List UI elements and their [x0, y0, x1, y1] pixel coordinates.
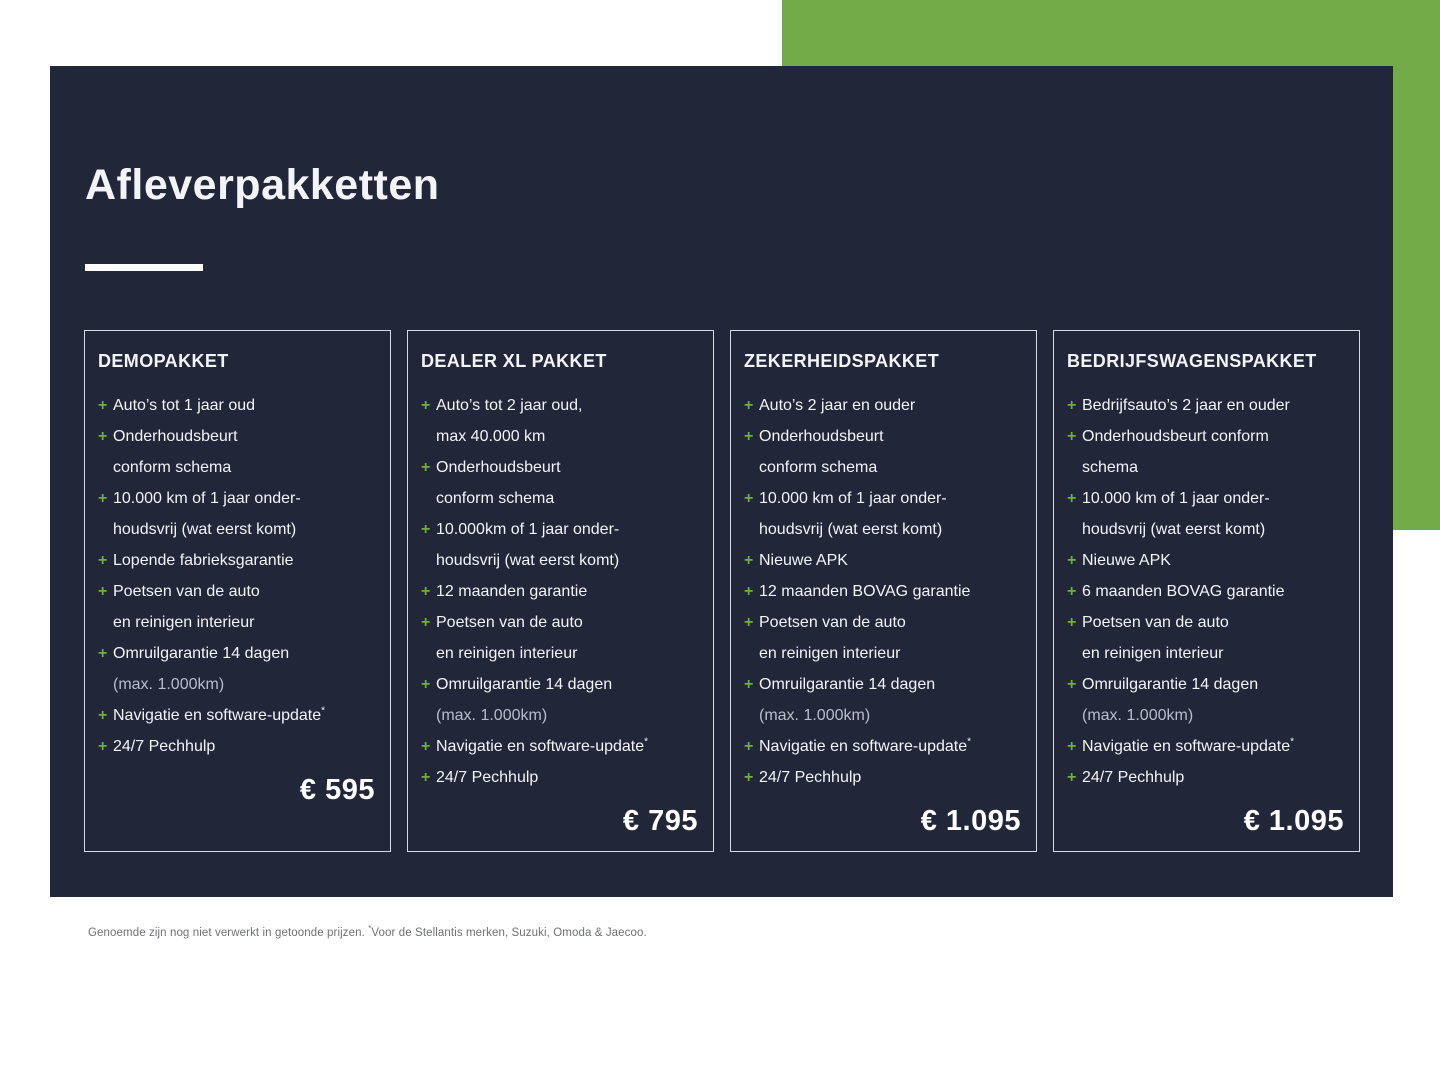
package-title: ZEKERHEIDSPAKKET	[744, 351, 940, 371]
feature-text	[113, 576, 376, 638]
feature-line: 24/7 Pechhulp	[113, 738, 216, 755]
feature-line: Onderhoudsbeurt	[113, 428, 238, 445]
feature-text	[436, 390, 699, 452]
asterisk-marker: *	[967, 736, 972, 748]
feature-text	[436, 514, 699, 576]
feature-item	[421, 390, 699, 452]
footnote-text-2: Voor de Stellantis merken, Suzuki, Omoda & Jaecoo.	[371, 926, 647, 939]
feature-line: 24/7 Pechhulp	[1082, 769, 1185, 786]
plus-icon: +	[1067, 428, 1077, 445]
plus-icon: +	[421, 521, 431, 538]
feature-line: Onderhoudsbeurt	[759, 428, 884, 445]
feature-line: 10.000 km of 1 jaar onder-	[1082, 490, 1270, 507]
plus-icon: +	[421, 583, 431, 600]
package-price: € 595	[299, 774, 375, 806]
feature-text	[759, 576, 1022, 607]
feature-line: en reinigen interieur	[113, 614, 255, 631]
plus-icon: +	[744, 428, 754, 445]
page-title: Afleverpakketten	[85, 161, 440, 209]
package-card	[84, 330, 391, 852]
feature-text	[1082, 545, 1345, 576]
feature-text	[759, 762, 1022, 793]
feature-line: Auto’s 2 jaar en ouder	[759, 397, 916, 414]
plus-icon: +	[1067, 738, 1077, 755]
plus-icon: +	[98, 738, 108, 755]
plus-icon: +	[421, 397, 431, 414]
plus-icon: +	[98, 583, 108, 600]
package-price: € 795	[622, 805, 698, 837]
feature-text	[759, 390, 1022, 421]
feature-line: Auto’s tot 1 jaar oud	[113, 397, 256, 414]
feature-item	[98, 421, 376, 483]
feature-text	[1082, 483, 1345, 545]
package-card	[1053, 330, 1360, 852]
plus-icon: +	[1067, 614, 1077, 631]
plus-icon: +	[421, 769, 431, 786]
feature-item	[98, 638, 376, 700]
feature-item	[744, 390, 1022, 421]
feature-item	[744, 607, 1022, 669]
feature-item	[421, 762, 699, 793]
plus-icon: +	[421, 614, 431, 631]
feature-item	[1067, 545, 1345, 576]
feature-text	[759, 731, 1022, 762]
plus-icon: +	[421, 459, 431, 476]
feature-list	[98, 390, 376, 762]
feature-item	[1067, 390, 1345, 421]
package-card	[407, 330, 714, 852]
feature-item	[744, 669, 1022, 731]
feature-item	[421, 731, 699, 762]
feature-text	[759, 607, 1022, 669]
feature-line: houdsvrij (wat eerst komt)	[759, 521, 943, 538]
feature-line: 6 maanden BOVAG garantie	[1082, 583, 1285, 600]
package-price: € 1.095	[920, 805, 1021, 837]
feature-line: 24/7 Pechhulp	[759, 769, 862, 786]
feature-item	[1067, 483, 1345, 545]
plus-icon: +	[744, 583, 754, 600]
feature-line: Auto’s tot 2 jaar oud,	[436, 397, 583, 414]
feature-text	[1082, 731, 1345, 762]
feature-text	[113, 421, 376, 483]
feature-item	[744, 576, 1022, 607]
content-panel	[50, 66, 1393, 897]
plus-icon: +	[1067, 583, 1077, 600]
feature-item	[98, 483, 376, 545]
feature-line: Bedrijfsauto’s 2 jaar en ouder	[1082, 397, 1290, 414]
plus-icon: +	[744, 614, 754, 631]
feature-text	[436, 452, 699, 514]
feature-item	[421, 514, 699, 576]
feature-line: houdsvrij (wat eerst komt)	[113, 521, 297, 538]
feature-item	[744, 545, 1022, 576]
feature-item	[1067, 421, 1345, 483]
feature-item	[98, 576, 376, 638]
feature-text	[436, 762, 699, 793]
feature-text	[436, 669, 699, 731]
feature-item	[1067, 607, 1345, 669]
feature-line: houdsvrij (wat eerst komt)	[436, 552, 620, 569]
feature-item	[744, 731, 1022, 762]
plus-icon: +	[1067, 676, 1077, 693]
feature-item	[1067, 731, 1345, 762]
feature-line: schema	[1082, 459, 1139, 476]
plus-icon: +	[744, 769, 754, 786]
feature-text	[1082, 421, 1345, 483]
feature-item	[421, 669, 699, 731]
feature-item	[421, 576, 699, 607]
feature-line: Nieuwe APK	[759, 552, 848, 569]
plus-icon: +	[1067, 769, 1077, 786]
feature-text	[759, 545, 1022, 576]
feature-list	[1067, 390, 1345, 793]
package-title: DEMOPAKKET	[98, 351, 229, 371]
feature-line: conform schema	[759, 459, 878, 476]
feature-text	[759, 669, 1022, 731]
feature-item	[98, 390, 376, 421]
feature-item	[744, 483, 1022, 545]
plus-icon: +	[98, 645, 108, 662]
feature-line: Navigatie en software-update*	[436, 736, 649, 755]
feature-line: 24/7 Pechhulp	[436, 769, 539, 786]
footnote-asterisk: *	[368, 924, 372, 933]
feature-text	[436, 607, 699, 669]
feature-line: Poetsen van de auto	[1082, 614, 1229, 631]
feature-line: 10.000km of 1 jaar onder-	[436, 521, 620, 538]
feature-text	[113, 731, 376, 762]
plus-icon: +	[744, 397, 754, 414]
feature-item	[1067, 669, 1345, 731]
plus-icon: +	[1067, 397, 1077, 414]
feature-line: Navigatie en software-update*	[759, 736, 972, 755]
feature-line: (max. 1.000km)	[436, 707, 548, 724]
asterisk-marker: *	[644, 736, 649, 748]
feature-line: en reinigen interieur	[759, 645, 901, 662]
plus-icon: +	[98, 707, 108, 724]
plus-icon: +	[421, 738, 431, 755]
asterisk-marker: *	[321, 705, 326, 717]
feature-line: Onderhoudsbeurt	[436, 459, 561, 476]
feature-item	[1067, 576, 1345, 607]
plus-icon: +	[744, 490, 754, 507]
feature-line: en reinigen interieur	[436, 645, 578, 662]
plus-icon: +	[98, 552, 108, 569]
feature-line: (max. 1.000km)	[759, 707, 871, 724]
feature-line: houdsvrij (wat eerst komt)	[1082, 521, 1266, 538]
feature-text	[113, 638, 376, 700]
package-price: € 1.095	[1243, 805, 1344, 837]
plus-icon: +	[744, 552, 754, 569]
feature-line: Poetsen van de auto	[759, 614, 906, 631]
plus-icon: +	[744, 738, 754, 755]
plus-icon: +	[421, 676, 431, 693]
feature-text	[1082, 607, 1345, 669]
feature-item	[98, 545, 376, 576]
plus-icon: +	[98, 490, 108, 507]
feature-text	[113, 545, 376, 576]
plus-icon: +	[1067, 490, 1077, 507]
feature-text	[113, 390, 376, 421]
feature-text	[436, 731, 699, 762]
plus-icon: +	[744, 676, 754, 693]
feature-line: Poetsen van de auto	[436, 614, 583, 631]
feature-item	[1067, 762, 1345, 793]
feature-text	[759, 421, 1022, 483]
feature-line: 10.000 km of 1 jaar onder-	[113, 490, 301, 507]
feature-text	[1082, 669, 1345, 731]
packages-row	[84, 330, 1360, 852]
feature-line: max 40.000 km	[436, 428, 546, 445]
feature-list	[744, 390, 1022, 793]
feature-line: Omruilgarantie 14 dagen	[1082, 676, 1259, 693]
feature-text	[436, 576, 699, 607]
feature-line: 10.000 km of 1 jaar onder-	[759, 490, 947, 507]
feature-line: Nieuwe APK	[1082, 552, 1171, 569]
feature-line: Lopende fabrieksgarantie	[113, 552, 294, 569]
feature-text	[759, 483, 1022, 545]
feature-text	[1082, 762, 1345, 793]
feature-text	[113, 483, 376, 545]
feature-line: Omruilgarantie 14 dagen	[436, 676, 613, 693]
footnote	[88, 924, 647, 939]
feature-line: 12 maanden garantie	[436, 583, 588, 600]
feature-item	[744, 762, 1022, 793]
feature-line: Navigatie en software-update*	[1082, 736, 1295, 755]
feature-line: Poetsen van de auto	[113, 583, 260, 600]
feature-line: conform schema	[113, 459, 232, 476]
feature-item	[421, 452, 699, 514]
plus-icon: +	[98, 397, 108, 414]
feature-line: Navigatie en software-update*	[113, 705, 326, 724]
title-underline	[85, 264, 203, 271]
feature-list	[421, 390, 699, 793]
package-title: BEDRIJFSWAGENSPAKKET	[1067, 351, 1317, 371]
feature-line: 12 maanden BOVAG garantie	[759, 583, 971, 600]
plus-icon: +	[1067, 552, 1077, 569]
footnote-text-1: Genoemde zijn nog niet verwerkt in getoonde prijzen.	[88, 926, 369, 939]
feature-line: Omruilgarantie 14 dagen	[113, 645, 290, 662]
feature-line: (max. 1.000km)	[1082, 707, 1194, 724]
package-title: DEALER XL PAKKET	[421, 351, 607, 371]
feature-item	[98, 731, 376, 762]
feature-line: conform schema	[436, 490, 555, 507]
feature-line: Onderhoudsbeurt conform	[1082, 428, 1269, 445]
plus-icon: +	[98, 428, 108, 445]
feature-item	[744, 421, 1022, 483]
feature-line: Omruilgarantie 14 dagen	[759, 676, 936, 693]
feature-text	[1082, 390, 1345, 421]
feature-text	[113, 700, 376, 731]
package-card	[730, 330, 1037, 852]
asterisk-marker: *	[1290, 736, 1295, 748]
feature-item	[98, 700, 376, 731]
feature-line: (max. 1.000km)	[113, 676, 225, 693]
feature-line: en reinigen interieur	[1082, 645, 1224, 662]
feature-item	[421, 607, 699, 669]
feature-text	[1082, 576, 1345, 607]
